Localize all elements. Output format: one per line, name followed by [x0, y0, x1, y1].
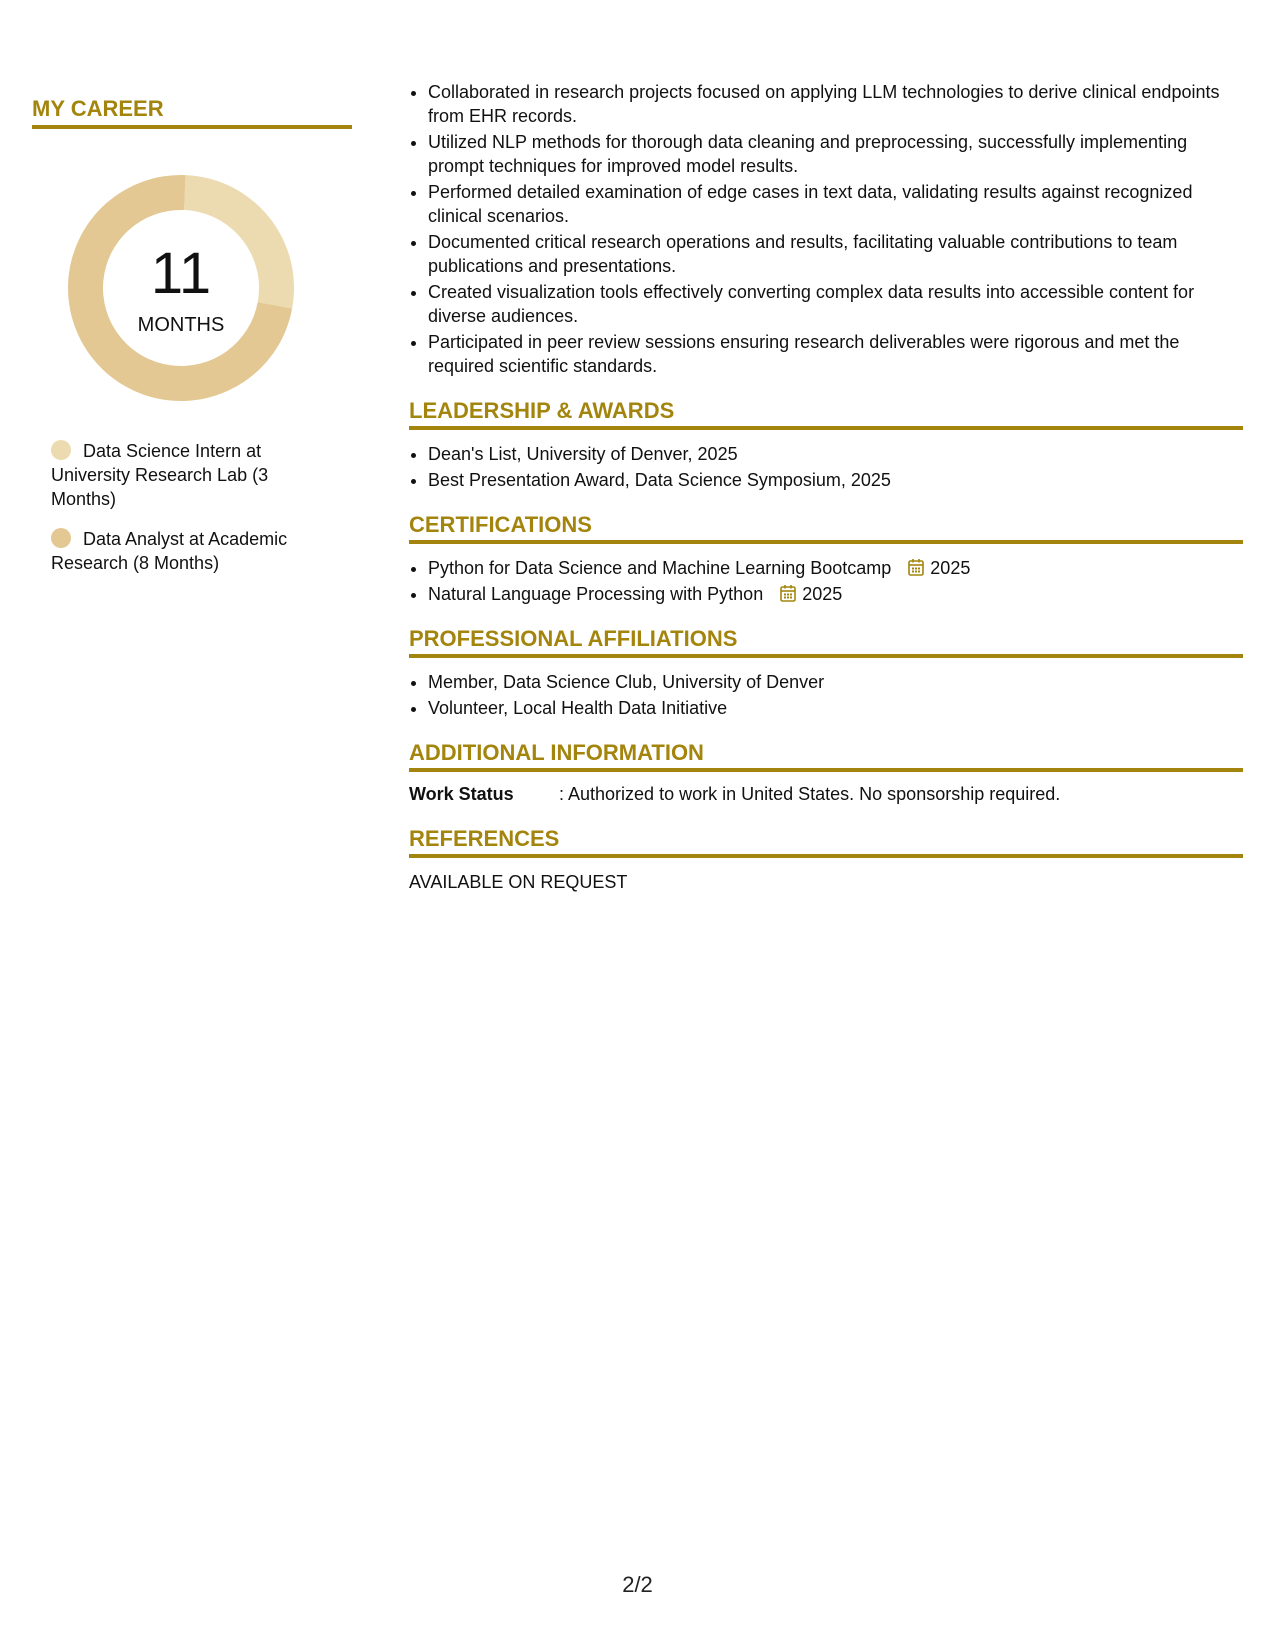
legend-label: Data Science Intern at University Research Lab (3 Months)	[51, 441, 269, 509]
legend-item	[51, 439, 321, 511]
bullet-item: • Utilized NLP methods for thorough data cleaning and preprocessing, successfully implementing prompt techniques for improved model results.	[428, 130, 1243, 178]
left-column	[32, 96, 352, 591]
career-donut-chart	[66, 173, 296, 403]
certification-item	[428, 556, 1243, 580]
additional-info-heading: ADDITIONAL INFORMATION	[409, 740, 1243, 772]
affiliation-item: • Member, Data Science Club, University of Denver	[428, 670, 1243, 694]
bullet-item: • Documented critical research operations and results, facilitating valuable contributions to team publications and presentations.	[428, 230, 1243, 278]
legend-label: Data Analyst at Academic Research (8 Months)	[51, 529, 288, 573]
certification-year: 2025	[802, 584, 843, 604]
calendar-icon	[908, 558, 924, 576]
right-column	[409, 80, 1243, 894]
leadership-list	[409, 442, 1243, 492]
award-item: • Best Presentation Award, Data Science Symposium, 2025	[428, 468, 1243, 492]
award-item: • Dean's List, University of Denver, 2025	[428, 442, 1243, 466]
career-legend	[51, 439, 321, 575]
certifications-heading: CERTIFICATIONS	[409, 512, 1243, 544]
career-heading: MY CAREER	[32, 96, 352, 129]
certification-year: 2025	[930, 558, 971, 578]
bullet-item: • Collaborated in research projects focused on applying LLM technologies to derive clinical endpoints from EHR records.	[428, 80, 1243, 128]
references-heading: REFERENCES	[409, 826, 1243, 858]
bullet-item: • Participated in peer review sessions ensuring research deliverables were rigorous and met the required scientific standards.	[428, 330, 1243, 378]
calendar-icon	[780, 584, 796, 602]
total-months-value: 11	[150, 241, 212, 306]
bullet-item: • Created visualization tools effectively converting complex data results into accessible content for diverse audiences.	[428, 280, 1243, 328]
legend-dot-icon	[51, 528, 71, 548]
references-section	[409, 826, 1243, 894]
legend-item	[51, 527, 321, 575]
work-status-value: : Authorized to work in United States. No sponsorship required.	[559, 784, 1061, 804]
affiliations-heading: PROFESSIONAL AFFILIATIONS	[409, 626, 1243, 658]
affiliations-list	[409, 670, 1243, 720]
bullet-item: • Performed detailed examination of edge cases in text data, validating results against recognized clinical scenarios.	[428, 180, 1243, 228]
additional-info-section	[409, 740, 1243, 806]
leadership-section	[409, 398, 1243, 492]
certification-name: Python for Data Science and Machine Learning Bootcamp	[428, 558, 892, 578]
legend-dot-icon	[51, 440, 71, 460]
affiliations-section	[409, 626, 1243, 720]
certifications-list	[409, 556, 1243, 606]
experience-bullets	[409, 80, 1243, 378]
donut-center	[66, 173, 296, 403]
affiliation-item: • Volunteer, Local Health Data Initiative	[428, 696, 1243, 720]
certification-item	[428, 582, 1243, 606]
references-text: AVAILABLE ON REQUEST	[409, 872, 628, 892]
leadership-heading: LEADERSHIP & AWARDS	[409, 398, 1243, 430]
work-status-label: Work Status	[409, 784, 514, 804]
work-status-row	[409, 782, 1243, 806]
certification-name: Natural Language Processing with Python	[428, 584, 764, 604]
total-months-unit: MONTHS	[137, 314, 225, 336]
certifications-section	[409, 512, 1243, 606]
page-number: 2/2	[622, 1572, 653, 1597]
